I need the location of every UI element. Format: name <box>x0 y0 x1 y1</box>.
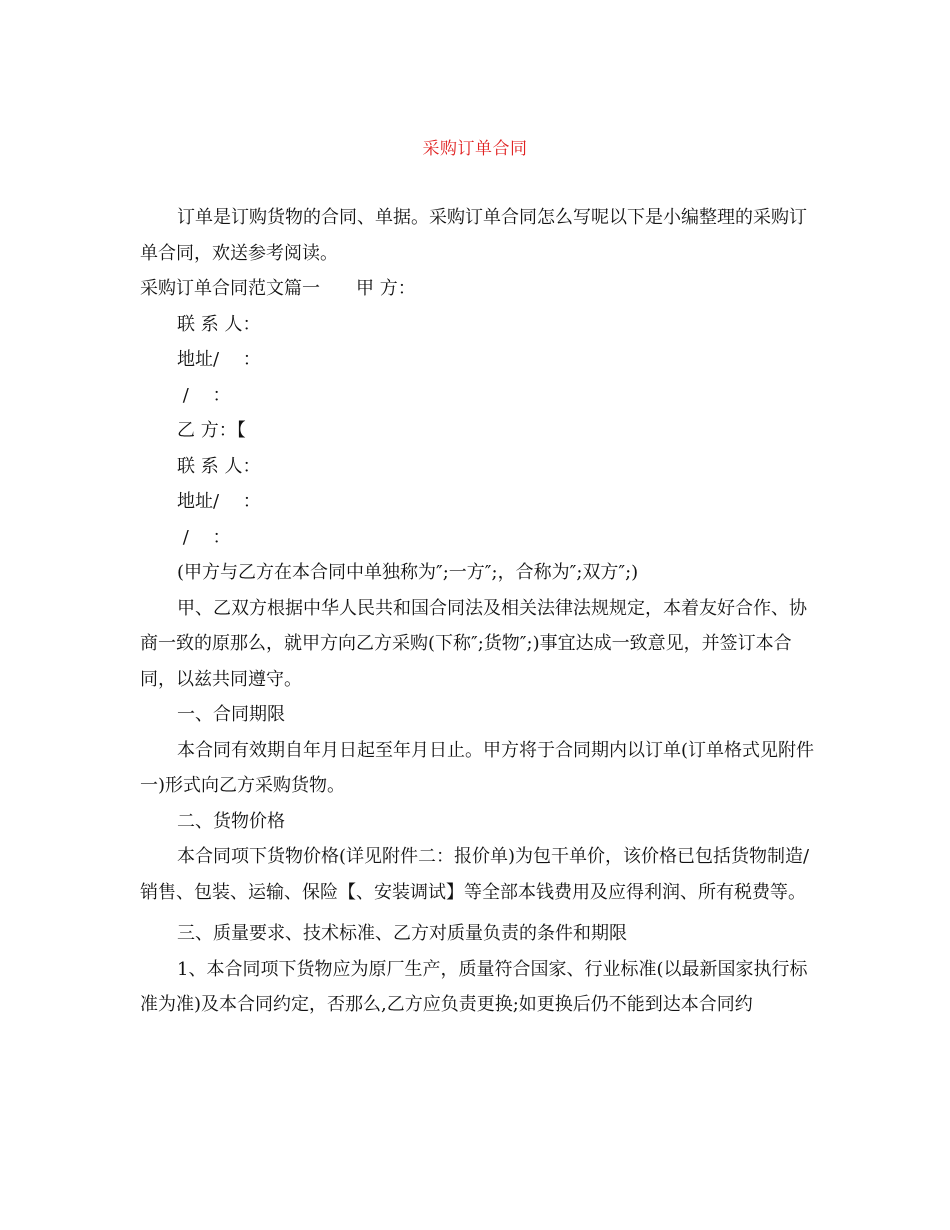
paragraph-term: 本合同有效期自年月日起至年月日止。甲方将于合同期内以订单(订单格式见附件一)形式向乙方采购货物。 <box>140 739 815 796</box>
paragraph-address-b: 地址/ ： <box>177 491 261 512</box>
paragraph-intro: 订单是订购货物的合同、单据。采购订单合同怎么写呢以下是小编整理的采购订单合同，欢送参考阅读。 <box>140 207 807 264</box>
paragraph-address-a: 地址/ ： <box>177 349 261 370</box>
paragraph-preamble: 甲、乙双方根据中华人民共和国合同法及相关法律法规规定，本着友好合作、协商一致的原那么，就甲方向乙方采购(下称″;货物″;)事宜达成一致意见，并签订本合同，以兹共同遵守。 <box>140 597 807 690</box>
paragraph-contact-b: 联 系 人： <box>177 455 261 477</box>
paragraph-definitions: (甲方与乙方在本合同中单独称为″;一方″;，合称为″;双方″;) <box>177 562 639 583</box>
paragraph-party-b: 乙 方：【 <box>177 420 246 441</box>
paragraph-quality-1: 1、本合同项下货物应为原厂生产，质量符合国家、行业标准(以最新国家执行标准为准)及本合同约定，否那么,乙方应负责更换;如更换后仍不能到达本合同约 <box>140 958 808 1015</box>
paragraph-slash-b: / ： <box>177 526 231 548</box>
section-heading-quality: 三、质量要求、技术标准、乙方对质量负责的条件和期限 <box>177 923 627 944</box>
document-body <box>140 200 820 1023</box>
paragraph-slash-a: / ： <box>177 384 231 406</box>
paragraph-party-a: 采购订单合同范文篇一 甲 方： <box>140 278 416 299</box>
section-heading-term: 一、合同期限 <box>177 704 285 725</box>
paragraph-price: 本合同项下货物价格(详见附件二：报价单)为包干单价，该价格已包括货物制造/销售、包装、运输、保险【、安装调试】等全部本钱费用及应得利润、所有税费等。 <box>140 846 810 903</box>
paragraph-contact-a: 联 系 人： <box>177 313 261 335</box>
document-title: 采购订单合同 <box>422 139 528 159</box>
section-heading-price: 二、货物价格 <box>177 810 285 832</box>
